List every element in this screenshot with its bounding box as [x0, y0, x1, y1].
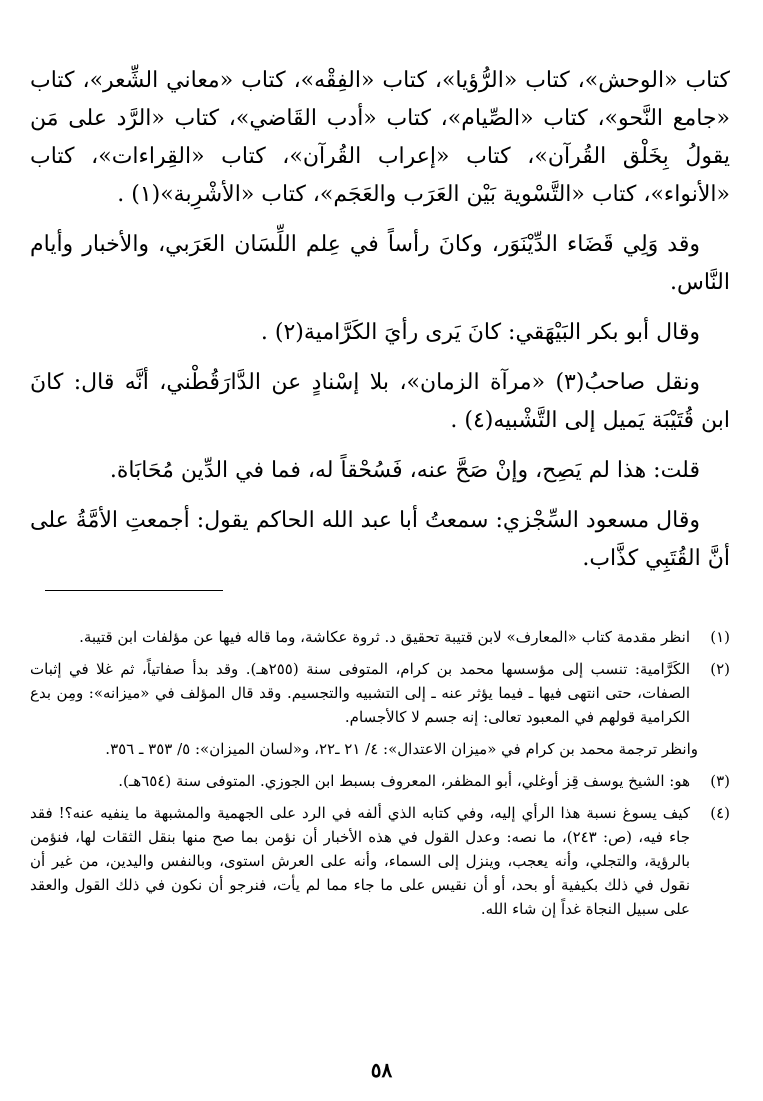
footnote-number: (٣)	[710, 772, 730, 790]
footnote-2	[30, 657, 730, 729]
footnote-number: (٤)	[710, 804, 730, 822]
footnote-2-continuation: وانظر ترجمة محمد بن كرام في «ميزان الاعتدال»: ٤/ ٢١ ـ٢٢، و«لسان الميزان»: ٥/ ٣٥٣ ـ ٣٥٦.	[105, 740, 698, 758]
footnote-text: كيف يسوغ نسبة هذا الرأي إليه، وفي كتابه الذي ألفه في الرد على الجهمية والمشبهة ما ينفيه عنه؟! فقد جاء فيه، (ص: ٢٤٣)، ما نصه: وعدل القول في هذه الأخبار أن نؤمن بما صح منها بنقل الثقات لها، فنؤمن بالرؤية، والتجلي، وأنه يعجب، وينزل إلى السماء، وأنه على العرش استوى، وبالنفس واليدين، من غير أن نقول في ذلك بكيفية أو بحد، أو أن نقيس على ما جاء مما لم يأت، فنرجو أن نكون في ذلك القول والعقد على سبيل النجاة غداً إن شاء الله.	[30, 804, 690, 918]
paragraph-bayhaqi: وقال أبو بكر البَيْهَقي: كانَ يَرى رأيَ الكَرَّامية(٢) .	[260, 320, 700, 345]
footnote-3	[30, 769, 730, 793]
footnotes	[30, 625, 730, 929]
footnote-number: (١)	[710, 628, 730, 646]
footnote-1	[30, 625, 730, 649]
footnote-4	[30, 801, 730, 921]
paragraph-mirat-al-zaman: ونقل صاحبُ(٣) «مرآة الزمان»، بلا إسْنادٍ عن الدَّارَقُطْني، أنَّه قال: كانَ ابن قُتَيْبَة يَميل إلى التَّشْبيه(٤) .	[30, 370, 730, 433]
footnote-text: الكَرَّامية: تنسب إلى مؤسسها محمد بن كرام، المتوفى سنة (٢٥٥هـ). وقد بدأ صفاتياً، ثم غلا في إثبات الصفات، حتى انتهى فيها ـ فيما يؤثر عنه ـ إلى التشبيه والتجسيم. وقد قال المؤلف في «ميزانه»: ومِن بدع الكرامية قولهم في المعبود تعالى: إنه جسم لا كالأجسام.	[30, 660, 690, 726]
footnote-text: هو: الشيخ يوسف قِز أوغلي، أبو المظفر، المعروف بسبط ابن الجوزي. المتوفى سنة (٦٥٤هـ).	[118, 772, 690, 790]
footnote-text: انظر مقدمة كتاب «المعارف» لابن قتيبة تحقيق د. ثروة عكاشة، وما قاله فيها عن مؤلفات ابن قتيبة.	[79, 628, 690, 646]
footnote-number: (٢)	[710, 660, 730, 678]
page-number: ٥٨	[370, 1058, 393, 1082]
main-text	[30, 62, 730, 578]
paragraph-sijzi: وقال مسعود السِّجْزي: سمعتُ أبا عبد الله الحاكم يقول: أجمعتِ الأمَّةُ على أنَّ القُتَبِي كذَّاب.	[30, 508, 730, 571]
paragraph-comment: قلت: هذا لم يَصِح، وإنْ صَحَّ عنه، فَسُحْقاً له، فما في الدِّين مُحَابَاة.	[109, 458, 700, 483]
page-body	[30, 62, 730, 590]
paragraph-book-list: كتاب «الوحش»، كتاب «الرُّؤيا»، كتاب «الفِقْه»، كتاب «معاني الشِّعر»، كتاب «جامع النَّحو»، كتاب «الصِّيام»، كتاب «أدب القَاضي»، كتاب «الرَّد على مَن يقولُ بِخَلْق القُرآن»، كتاب «إعراب القُرآن»، كتاب «القِراءات»، كتاب «الأنواء»، كتاب «التَّسْوية بَيْن العَرَب والعَجَم»، كتاب «الأشْرِبة»(١) .	[30, 68, 730, 207]
paragraph-dinawar: وقد وَلِي قَضَاء الدِّيْنَوَر، وكانَ رأساً في عِلم اللِّسَان العَرَبي، والأخبار وأيام النَّاس.	[30, 232, 730, 295]
footnote-divider	[45, 590, 223, 591]
